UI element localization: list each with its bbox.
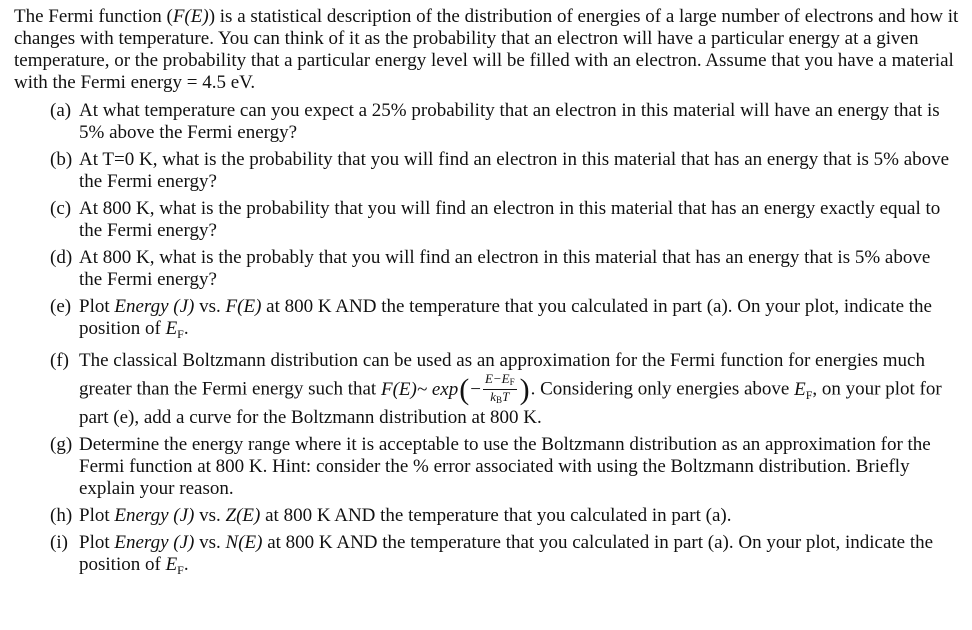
question-e-fermi-e: E: [165, 318, 178, 339]
question-f-text-1: The classical Boltzmann distribution can be used as an approximation for the Fermi function for energies much greater than the Fermi energy such that: [79, 350, 925, 400]
formula-fraction: [483, 372, 517, 407]
formula-denominator-k: k: [490, 389, 497, 404]
question-e-text-2: vs.: [194, 296, 226, 317]
question-c: [14, 198, 962, 242]
question-i-text-1: Plot: [79, 532, 115, 553]
question-i-fermi-e: E: [165, 554, 178, 575]
question-i-text-3: at 800 K AND the temperature that you calculated in part (a). On your plot, indicate the position of: [79, 532, 934, 575]
question-f-text: [79, 350, 962, 429]
question-f: [14, 350, 962, 429]
question-i-energy-label: Energy (J): [114, 532, 195, 553]
question-b: [14, 149, 962, 193]
boltzmann-formula: [381, 372, 531, 407]
question-e-marker: (e): [50, 296, 72, 317]
question-e-text-3: at 800 K AND the temperature that you calculated in part (a). On your plot, indicate the position of: [79, 296, 932, 339]
question-g: [14, 434, 962, 500]
question-f-text-2: . Considering only energies above: [530, 378, 795, 400]
question-i-marker: (i): [50, 532, 68, 553]
formula-paren-open: (: [459, 372, 470, 406]
question-a-text: At what temperature can you expect a 25% probability that an electron in this material will have an energy that is 5% above the Fermi energy?: [79, 100, 940, 143]
question-f-fermi-sub: F: [805, 387, 813, 402]
question-h-marker: (h): [50, 505, 73, 526]
question-f-fermi-symbol: [794, 379, 812, 400]
question-i-text-2: vs.: [194, 532, 226, 553]
question-h-text-1: Plot: [79, 505, 115, 526]
question-i-fermi-sub: F: [177, 563, 184, 577]
intro-paragraph: [14, 6, 962, 94]
formula-paren-close: ): [519, 372, 530, 406]
question-g-text: Determine the energy range where it is acceptable to use the Boltzmann distribution as an approximation for the Fermi function at 800 K. Hint: consider the % error associated with using the Boltzmann distribution. Briefly explain your reason.: [79, 434, 931, 499]
question-d-text: At 800 K, what is the probably that you will find an electron in this material that has an energy that is 5% above the Fermi energy?: [79, 247, 931, 290]
question-f-text-3: , on your plot for part (e), add a curve for the Boltzmann distribution at 800 K.: [79, 378, 942, 428]
question-e-fermi-symbol: [166, 318, 184, 339]
question-c-text: At 800 K, what is the probability that you will find an electron in this material that has an energy exactly equal to the Fermi energy?: [79, 198, 941, 241]
question-i-text: [79, 532, 962, 581]
question-f-fermi-e: E: [794, 378, 806, 400]
question-d-marker: (d): [50, 247, 73, 268]
question-c-marker: (c): [50, 198, 72, 219]
question-h-text: [79, 505, 962, 527]
formula-denominator: [488, 390, 511, 407]
question-e-energy-label: Energy (J): [114, 296, 195, 317]
question-h-energy-label: Energy (J): [114, 505, 195, 526]
question-a-marker: (a): [50, 100, 72, 121]
question-list: [14, 100, 962, 581]
question-i: [14, 532, 962, 581]
formula-denominator-sub: B: [496, 395, 503, 405]
question-b-marker: (b): [50, 149, 73, 170]
question-g-marker: (g): [50, 434, 73, 455]
formula-lhs: F(E)~ exp: [380, 378, 459, 400]
question-i-fermi-symbol: [166, 554, 184, 575]
formula-denominator-t: T: [502, 389, 510, 404]
question-h: [14, 505, 962, 527]
question-f-marker: (f): [50, 350, 69, 371]
question-e-text: [79, 296, 962, 345]
intro-text-1: The Fermi function (: [14, 6, 173, 27]
intro-fermi-function-symbol: F(E): [172, 6, 209, 27]
question-a: [14, 100, 962, 144]
question-d: [14, 247, 962, 291]
formula-numerator: [483, 372, 517, 390]
question-e: [14, 296, 962, 345]
intro-text-2: ) is a statistical description of the distribution of energies of a large number of electrons and how it changes with temperature. You can think of it as the probability that an electron will have a particular energy at a given temperature, or the probability that a particular energy level will be filled with an electron. Assume that you have a material with the Fermi energy = 4.5 eV.: [14, 6, 959, 93]
formula-minus: −: [470, 378, 481, 400]
question-e-fe-label: F(E): [225, 296, 262, 317]
formula-numerator-text: E−E: [484, 371, 510, 386]
formula-numerator-sub: F: [509, 377, 515, 387]
question-e-text-1: Plot: [79, 296, 115, 317]
question-h-text-2: vs.: [194, 505, 226, 526]
question-i-text-4: .: [183, 554, 189, 575]
question-e-fermi-sub: F: [177, 327, 184, 341]
question-h-ze-label: Z(E): [225, 505, 261, 526]
question-b-text: At T=0 K, what is the probability that you will find an electron in this material that has an energy that is 5% above the Fermi energy?: [79, 149, 950, 192]
question-h-text-3: at 800 K AND the temperature that you calculated in part (a).: [260, 505, 732, 526]
question-i-ne-label: N(E): [225, 532, 263, 553]
question-e-text-4: .: [183, 318, 189, 339]
